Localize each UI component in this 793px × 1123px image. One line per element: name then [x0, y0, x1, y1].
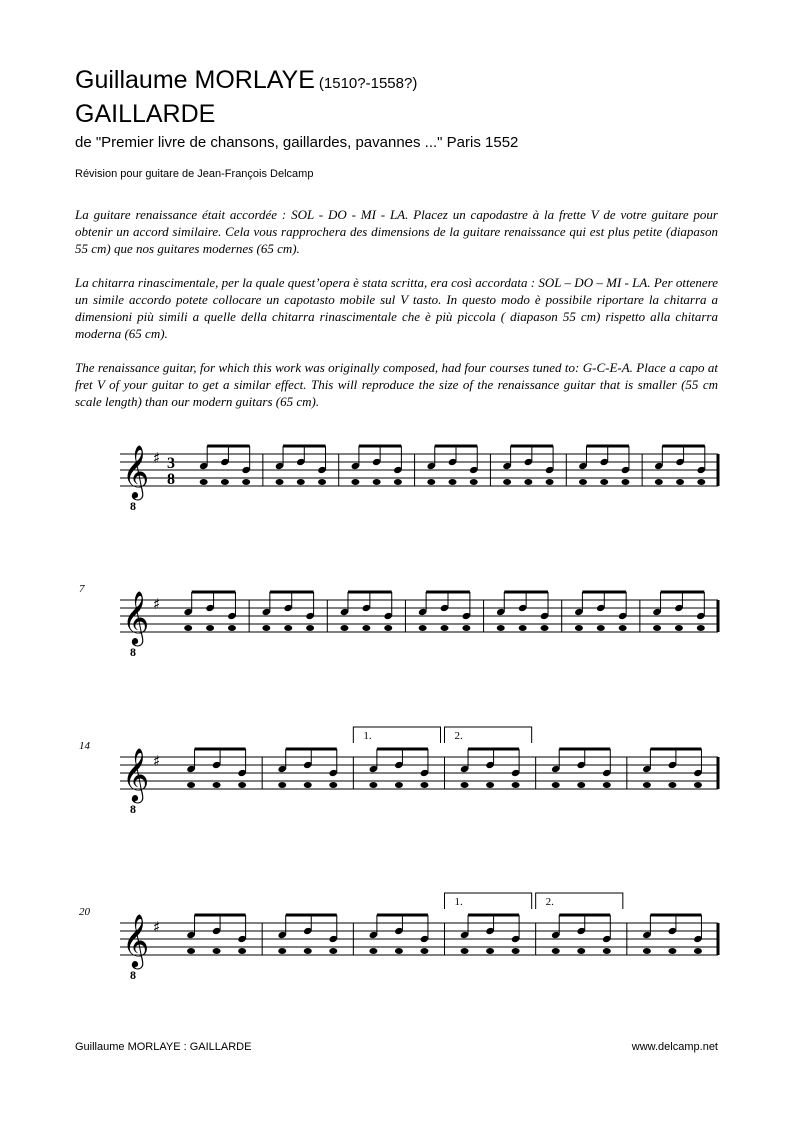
bass-note-head: [546, 479, 554, 485]
bass-note-head: [552, 782, 560, 788]
bass-note-head: [541, 625, 549, 631]
footer-website: www.delcamp.net: [631, 1041, 718, 1053]
bass-note-head: [600, 479, 608, 485]
bass-note-head: [304, 782, 312, 788]
bass-note-head: [653, 625, 661, 631]
bass-note-head: [552, 948, 560, 954]
bass-note-head: [187, 948, 195, 954]
bass-note-head: [486, 782, 494, 788]
measure-number: 14: [79, 740, 90, 752]
bass-note-head: [643, 782, 651, 788]
octave-mark: 8: [130, 968, 136, 982]
sharp-icon: ♯: [153, 752, 161, 770]
bass-note-head: [441, 625, 449, 631]
bass-note-head: [329, 782, 337, 788]
bass-note-head: [213, 948, 221, 954]
octave-mark: 8: [130, 645, 136, 659]
bass-note-head: [461, 782, 469, 788]
bass-note-head: [297, 479, 305, 485]
bass-note-head: [276, 479, 284, 485]
bass-note-head: [304, 948, 312, 954]
bass-note-head: [351, 479, 359, 485]
bass-note-head: [524, 479, 532, 485]
treble-clef-icon: 𝄞: [122, 444, 150, 498]
bass-note-head: [242, 479, 250, 485]
bass-note-head: [395, 948, 403, 954]
bass-note-head: [200, 479, 208, 485]
bass-note-head: [577, 948, 585, 954]
bass-note-head: [512, 948, 520, 954]
bass-note-head: [395, 782, 403, 788]
bass-note-head: [694, 948, 702, 954]
bass-note-head: [306, 625, 314, 631]
bass-note-head: [213, 782, 221, 788]
piece-title: GAILLARDE: [75, 100, 216, 128]
bass-note-head: [697, 479, 705, 485]
volta-label: 1.: [454, 896, 463, 908]
bass-note-head: [603, 782, 611, 788]
bass-note-head: [284, 625, 292, 631]
bass-note-head: [238, 782, 246, 788]
bass-note-head: [655, 479, 663, 485]
paragraph-english: The renaissance guitar, for which this work was originally composed, had four courses tuned to: G-C-E-A. Place a capo at fret V of your guitar to get a similar effect. This will reproduce the size of the renaissance guitar that is smaller (55 cm scale length) than our modern guitars (65 cm).: [75, 360, 718, 409]
revision-credit: Révision pour guitare de Jean-François Delcamp: [75, 168, 314, 180]
bass-note-head: [503, 479, 511, 485]
treble-clef-icon: 𝄞: [122, 913, 150, 967]
bass-note-head: [675, 625, 683, 631]
bass-note-head: [697, 625, 705, 631]
octave-mark: 8: [130, 802, 136, 816]
bass-note-head: [676, 479, 684, 485]
paragraph-french: La guitare renaissance était accordée : SOL - DO - MI - LA. Placez un capodastre à la frette V de votre guitare pour obtenir un accord similaire. Cela vous rapprochera des dimensions de la guitare renaissance qui est plus petite (diapason 55 cm) que nos guitares modernes (65 cm).: [75, 207, 718, 256]
bass-note-head: [228, 625, 236, 631]
treble-clef-icon: 𝄞: [122, 747, 150, 801]
composer-dates: (1510?-1558?): [318, 75, 418, 92]
bass-note-head: [668, 782, 676, 788]
bass-note-head: [420, 948, 428, 954]
bass-note-head: [603, 948, 611, 954]
volta-label: 2.: [454, 730, 463, 742]
bass-note-head: [278, 782, 286, 788]
measure-number: 20: [79, 906, 90, 918]
bass-note-head: [394, 479, 402, 485]
bass-note-head: [579, 479, 587, 485]
bass-note-head: [486, 948, 494, 954]
bass-note-head: [619, 625, 627, 631]
bass-note-head: [369, 782, 377, 788]
footer-title: Guillaume MORLAYE : GAILLARDE: [75, 1041, 252, 1053]
bass-note-head: [238, 948, 246, 954]
time-sig-top: 3: [167, 455, 175, 472]
bass-note-head: [369, 948, 377, 954]
volta-label: 2.: [545, 896, 554, 908]
bass-note-head: [497, 625, 505, 631]
composer-text: Guillaume MORLAYE: [75, 66, 315, 94]
sharp-icon: ♯: [153, 449, 161, 467]
sharp-icon: ♯: [153, 918, 161, 936]
bass-note-head: [340, 625, 348, 631]
bass-note-head: [427, 479, 435, 485]
bass-note-head: [206, 625, 214, 631]
bass-note-head: [519, 625, 527, 631]
bass-note-head: [184, 625, 192, 631]
bass-note-head: [668, 948, 676, 954]
bass-note-head: [262, 625, 270, 631]
bass-note-head: [621, 479, 629, 485]
bass-note-head: [419, 625, 427, 631]
treble-clef-icon: 𝄞: [122, 590, 150, 644]
bass-note-head: [694, 782, 702, 788]
bass-note-head: [470, 479, 478, 485]
paragraph-italian: La chitarra rinascimentale, per la quale quest’opera è stata scritta, era così accordata : SOL – DO – MI - LA. Per ottenere un simile accordo potete collocare un capotasto mobile sul V tasto. In questo modo è possibile riportare la chitarra a dimensioni più simili a quelle della chitarra rinascimentale che è più piccola ( diapason 55 cm) rispetto alla chitarra moderna (65 cm).: [75, 275, 718, 341]
bass-note-head: [278, 948, 286, 954]
bass-note-head: [318, 479, 326, 485]
composer-name: [75, 66, 417, 95]
bass-note-head: [373, 479, 381, 485]
sharp-icon: ♯: [153, 595, 161, 613]
octave-mark: 8: [130, 499, 136, 513]
bass-note-head: [577, 782, 585, 788]
bass-note-head: [449, 479, 457, 485]
bass-note-head: [461, 948, 469, 954]
bass-note-head: [362, 625, 370, 631]
bass-note-head: [512, 782, 520, 788]
source-line: de "Premier livre de chansons, gaillardes, pavannes ..." Paris 1552: [75, 134, 519, 151]
bass-note-head: [462, 625, 470, 631]
bass-note-head: [384, 625, 392, 631]
bass-note-head: [187, 782, 195, 788]
volta-label: 1.: [363, 730, 372, 742]
bass-note-head: [575, 625, 583, 631]
music-score: [75, 420, 720, 1020]
time-sig-bottom: 8: [167, 471, 175, 488]
measure-number: 7: [79, 583, 85, 595]
bass-note-head: [221, 479, 229, 485]
bass-note-head: [420, 782, 428, 788]
bass-note-head: [597, 625, 605, 631]
bass-note-head: [643, 948, 651, 954]
bass-note-head: [329, 948, 337, 954]
